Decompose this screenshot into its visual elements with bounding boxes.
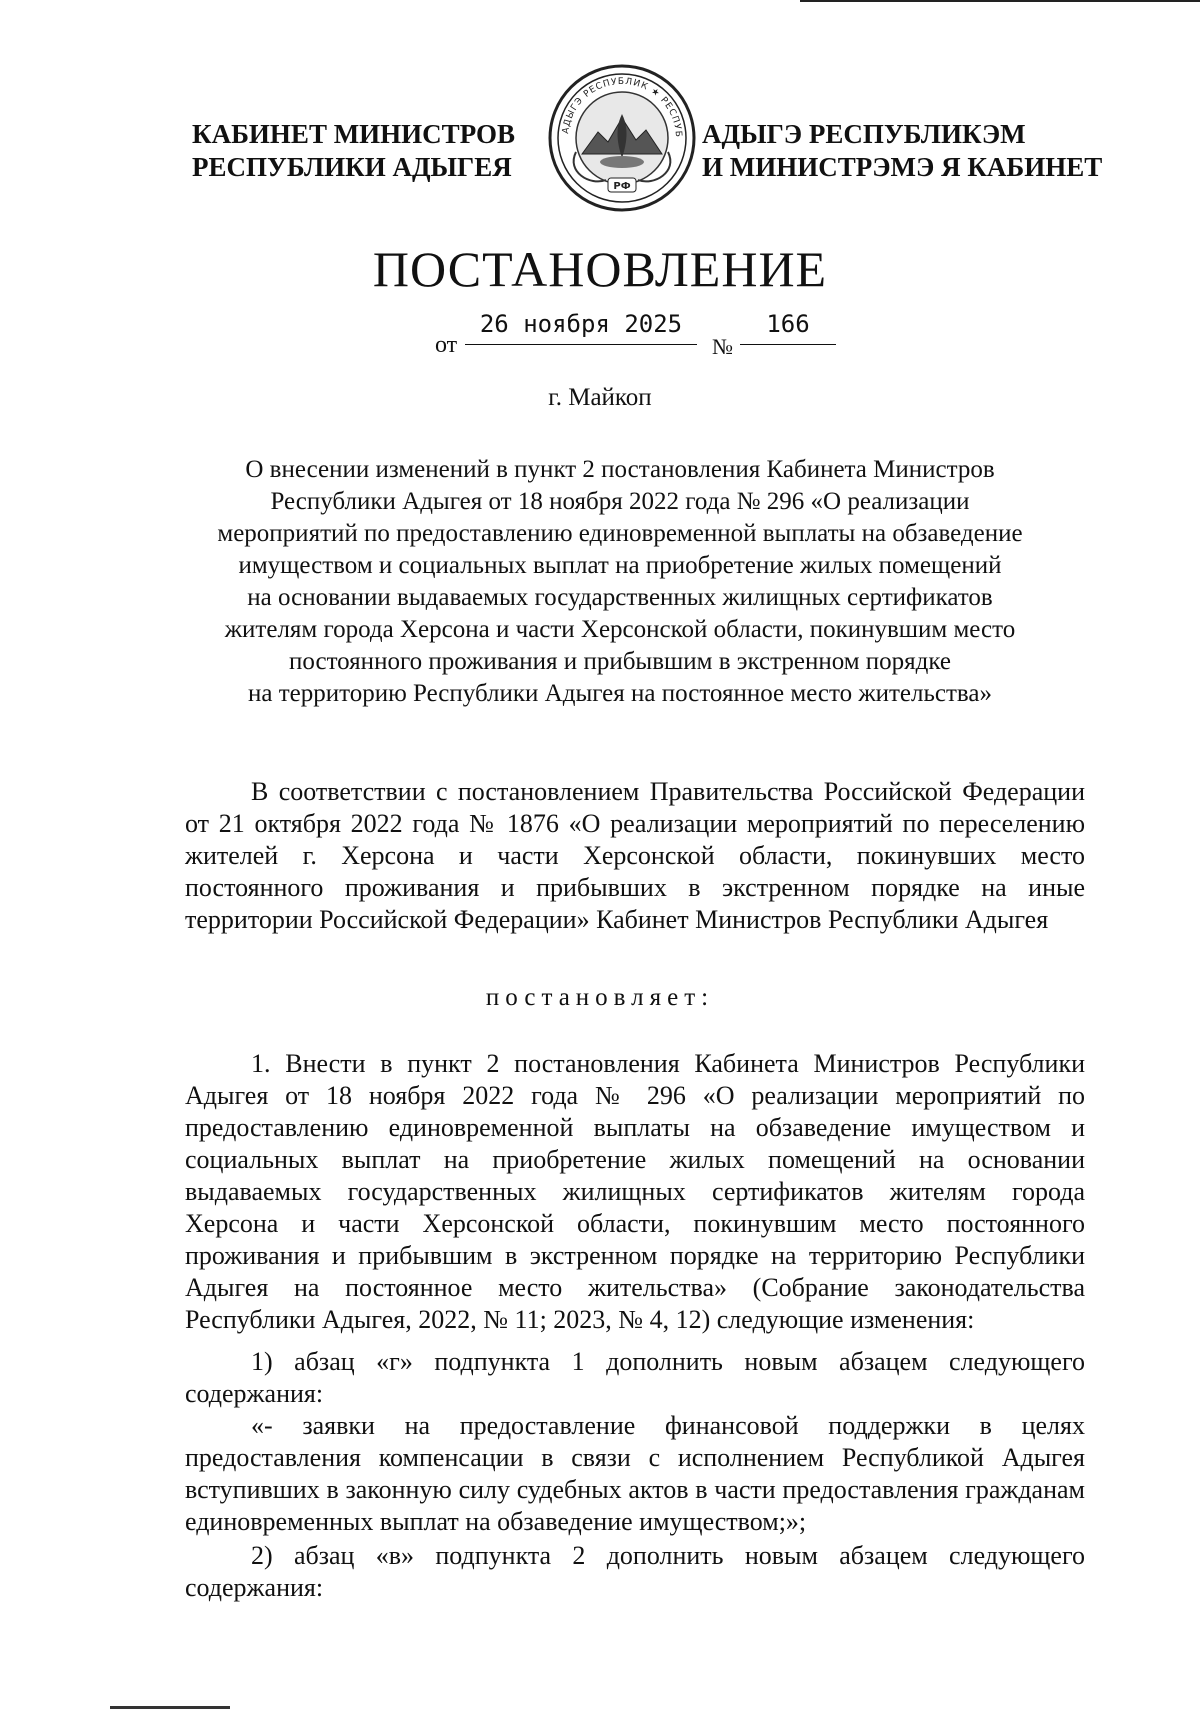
subitem-2-paragraph: 2) абзац «в» подпункта 2 дополнить новым абзацем следующего содержания: [185, 1541, 1085, 1602]
scan-edge-line [800, 0, 1200, 2]
svg-text:РФ: РФ [613, 181, 631, 192]
item-1-paragraph: 1. Внести в пункт 2 постановления Кабинета Министров Республики Адыгея от 18 ноября 2022 года № 296 «О реализации мероприятий по предоставлению единовременной выплаты на обзаведение имуществом и социальных выплат на приобретение жилых помещений на основании выдаваемых государственных жилищных сертификатов жителям города Херсона и части Херсонской области, покинувшим место постоянного проживания и прибывшим в экстренном порядке на территорию Республики Адыгея на постоянное место жительства» (Собрание законодательства Республики Адыгея, 2022, № 11; 2023, № 4, 12) следующие изменения: [185, 1049, 1085, 1334]
document-type: ПОСТАНОВЛЕНИЕ [372, 241, 828, 297]
title-line: имуществом и социальных выплат на приобретение жилых помещений [238, 552, 1002, 579]
number-value: 166 [740, 310, 836, 345]
header-left-line2: РЕСПУБЛИКИ АДЫГЕЯ [192, 152, 512, 182]
header-right-line1: АДЫГЭ РЕСПУБЛИКЭМ [702, 119, 1026, 149]
scan-edge-mark [110, 1706, 230, 1709]
quoted-addition-paragraph: «- заявки на предоставление финансовой поддержки в целях предоставления компенсации в связи с исполнением Республикой Адыгея вступивших в законную силу судебных актов в части предоставления гражданам единовременных выплат на обзаведение имуществом;»; [185, 1411, 1085, 1536]
title-line: Республики Адыгея от 18 ноября 2022 года № 296 «О реализации [270, 488, 970, 515]
city: г. Майкоп [548, 384, 652, 411]
header-right [702, 118, 1122, 184]
title-line: постоянного проживания и прибывшим в экстренном порядке [288, 648, 952, 675]
date-value: 26 ноября 2025 [465, 310, 697, 345]
coat-of-arms-emblem-icon [546, 62, 698, 214]
emblem-seal [546, 62, 698, 214]
header-right-line2: И МИНИСТРЭМЭ Я КАБИНЕТ [702, 152, 1103, 182]
title-line: на основании выдаваемых государственных жилищных сертификатов [247, 584, 993, 611]
title-line: мероприятий по предоставлению единовременной выплаты на обзаведение [217, 520, 1023, 547]
intro-paragraph: В соответствии с постановлением Правительства Российской Федерации от 21 октября 2022 года № 1876 «О реализации мероприятий по переселению жителей г. Херсона и части Херсонской области, покинувших место постоянного проживания и прибывших в экстренном порядке на иные территории Российской Федерации» Кабинет Министров Республики Адыгея [185, 777, 1085, 934]
document-title [160, 454, 1080, 710]
resolves-heading: постановляет: [485, 984, 715, 1011]
title-line: жителям города Херсона и части Херсонской области, покинувшим место [224, 616, 1016, 643]
header-left [192, 118, 522, 184]
header-left-line1: КАБИНЕТ МИНИСТРОВ [192, 119, 516, 149]
date-label: от [435, 332, 458, 358]
date-number-line [0, 310, 1200, 359]
title-line: на территорию Республики Адыгея на постоянное место жительства» [247, 680, 992, 707]
svg-text:АДЫГЭ РЕСПУБЛИК ★ РЕСПУБЛИКА А: АДЫГЭ РЕСПУБЛИК ★ РЕСПУБ [561, 76, 684, 139]
number-label: № [712, 334, 733, 359]
subitem-1-paragraph: 1) абзац «г» подпункта 1 дополнить новым абзацем следующего содержания: [185, 1347, 1085, 1408]
title-line: О внесении изменений в пункт 2 постановления Кабинета Министров [245, 456, 995, 483]
